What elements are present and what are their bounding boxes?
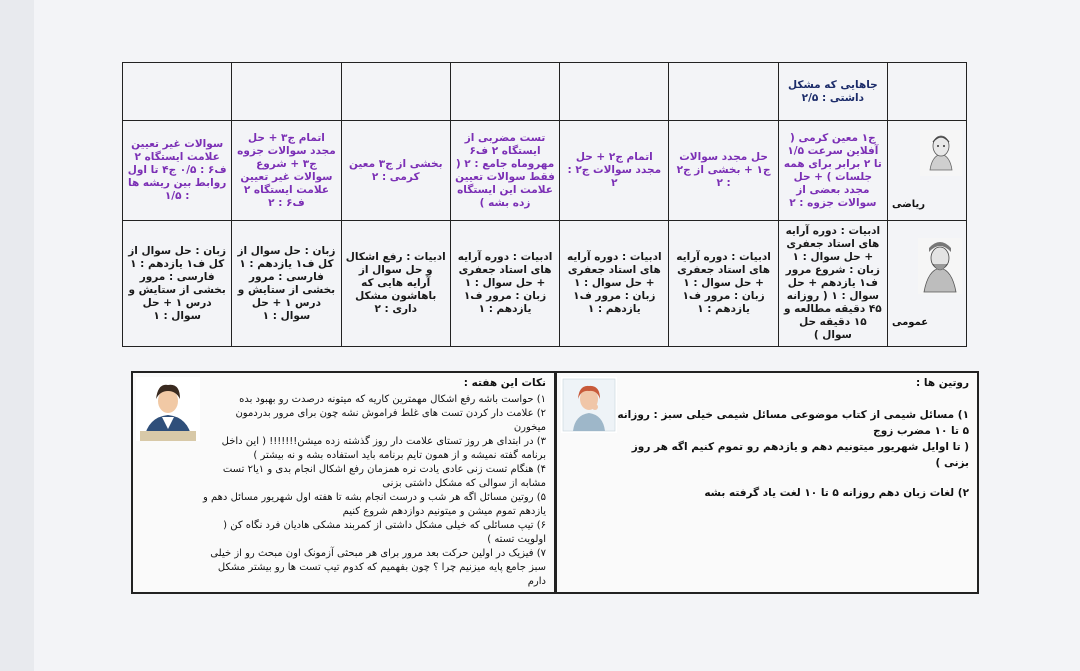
routine-item: ( تا اوایل شهریور میتونیم دهم و یازدهم رو تموم کنیم اگه هر روز بزنی ) [631, 441, 969, 469]
plan-cell: تست مضربی از ایستگاه ۲ ف۶ مهروماه جامع : ۲ ( فقط سوالات تعیین علامت این ایستگاه زده بشه ) [450, 121, 559, 221]
plan-cell: ادبیات : دوره آرایه های استاد جعفری + حل سوال : ۱ زبان : مرور ف۱ یازدهم : ۱ [669, 221, 778, 347]
note-item: ۲) علامت دار کردن تست های غلط فراموش نشه چون برای مرور بدردمون میخورن [235, 408, 546, 433]
general-row [123, 221, 967, 347]
thinking-person-icon [561, 377, 617, 433]
plan-cell: زبان : حل سوال از کل ف۱ یازدهم : ۱ فارسی : مرور بخشی از ستایش و درس ۱ + حل سوال : ۱ [123, 221, 232, 347]
notes-title: نکات این هفته : [463, 377, 546, 389]
routines-list [614, 407, 969, 501]
plan-cell: ادبیات : دوره آرایه های استاد جعفری + حل سوال : ۱ زبان : مرور ف۱ یازدهم : ۱ [560, 221, 669, 347]
header-empty-cell [669, 63, 778, 121]
header-empty-cell [232, 63, 341, 121]
header-corner-cell [888, 63, 967, 121]
header-empty-cell [341, 63, 450, 121]
plan-cell: اتمام ج۳ + حل مجدد سوالات جزوه ج۳ + شروع سوالات غیر تعیین علامت ایستگاه ۲ ف۶ : ۲ [232, 121, 341, 221]
plan-cell: حل مجدد سوالات ج۱ + بخشی از ج۲ : ۲ [669, 121, 778, 221]
routines-box [556, 371, 979, 594]
poet-sketch-icon [918, 238, 962, 294]
note-item: ۱) حواست باشه رفع اشکال مهمترین کاریه که میتونه درصدت رو بهبود بده [239, 394, 546, 405]
student-avatar-icon [136, 377, 200, 441]
header-empty-cell [450, 63, 559, 121]
header-empty-cell [560, 63, 669, 121]
row-label-cell [888, 221, 967, 347]
header-problem-cell: جاهایی که مشکل داشتی : ۲/۵ [778, 63, 887, 121]
plan-cell: ادبیات : دوره آرایه های استاد جعفری + حل سوال : ۱ زبان : مرور ف۱ یازدهم : ۱ [450, 221, 559, 347]
plan-cell: سوالات غیر تعیین علامت ایستگاه ۲ ف۶ : ۰/۵ ج۴ تا اول روابط بین ریشه ها : ۱/۵ [123, 121, 232, 221]
plan-cell: ادبیات : دوره آرایه های استاد جعفری + حل سوال : ۱ زبان : شروع مرور ف۱ یازدهم + حل سوال : ۱ ( روزانه ۴۵ دقیقه مطالعه و ۱۵ دقیقه حل سوال ) [778, 221, 887, 347]
note-item: ۶) تیپ مسائلی که خیلی مشکل داشتی از کمربند مشکی هادیان فرد نگاه کن ( اولویت تسته ) [223, 520, 546, 545]
plan-cell: بخشی از ج۳ معین کرمی : ۲ [341, 121, 450, 221]
routine-item: ۲) لغات زبان دهم روزانه ۵ تا ۱۰ لغت یاد گرفته بشه [704, 487, 969, 499]
weekly-notes-box [131, 371, 556, 594]
table-header-row [123, 63, 967, 121]
plan-cell: اتمام ج۲ + حل مجدد سوالات ج۲ : ۲ [560, 121, 669, 221]
note-item: ۴) هنگام تست زنی عادی یادت نره همزمان رفع اشکال انجام بدی و ۱یا۲ تست مشابه از سوالی که مشکل داشتی بزنی [222, 464, 546, 489]
routines-title: روتین ها : [916, 377, 969, 389]
row-label: عمومی [892, 317, 929, 328]
person-sketch-icon [920, 130, 962, 176]
note-item: ۵) روتین مسائل اگه هر شب و درست انجام بشه تا هفته اول شهریور مسائل دهم و یازدهم تموم میشن و میتونیم دوازدهم شروع کنیم [203, 492, 546, 517]
weekly-plan-table [122, 62, 967, 347]
row-label-cell [888, 121, 967, 221]
row-label: ریاضی [892, 199, 926, 210]
routine-item: ۱) مسائل شیمی از کتاب موضوعی مسائل شیمی خیلی سبز : روزانه ۵ تا ۱۰ مضرب زوج [617, 409, 969, 437]
header-empty-cell [123, 63, 232, 121]
math-row [123, 121, 967, 221]
note-item: ۷) فیزیک در اولین حرکت بعد مرور برای هر مبحثی آزمونک اون مبحث رو از خیلی سبز جامع پایه میزنیم چرا ؟ چون بفهمیم که کدوم تیپ تست ها رو بیشتر مشکل دارم [210, 548, 546, 587]
plan-cell: ادبیات : رفع اشکال و حل سوال از آرایه هایی که باهاشون مشکل داری : ۲ [341, 221, 450, 347]
plan-cell: زبان : حل سوال از کل ف۱ یازدهم : ۱ فارسی : مرور بخشی از ستایش و درس ۱ + حل سوال : ۱ [232, 221, 341, 347]
note-item: ۳) در ابتدای هر روز تستای علامت دار روز گذشته زده میشن!!!!!!! ( این داخل برنامه گفته نمیشه و از همون تایم برنامه باید استفاده بشه و نه بیشتر ) [221, 436, 546, 461]
notes-list [201, 393, 546, 589]
plan-cell: ج۱ معین کرمی ( آفلاین سرعت ۱/۵ تا ۲ برابر برای همه جلسات ) + حل مجدد بعضی از سوالات جزوه : ۲ [778, 121, 887, 221]
